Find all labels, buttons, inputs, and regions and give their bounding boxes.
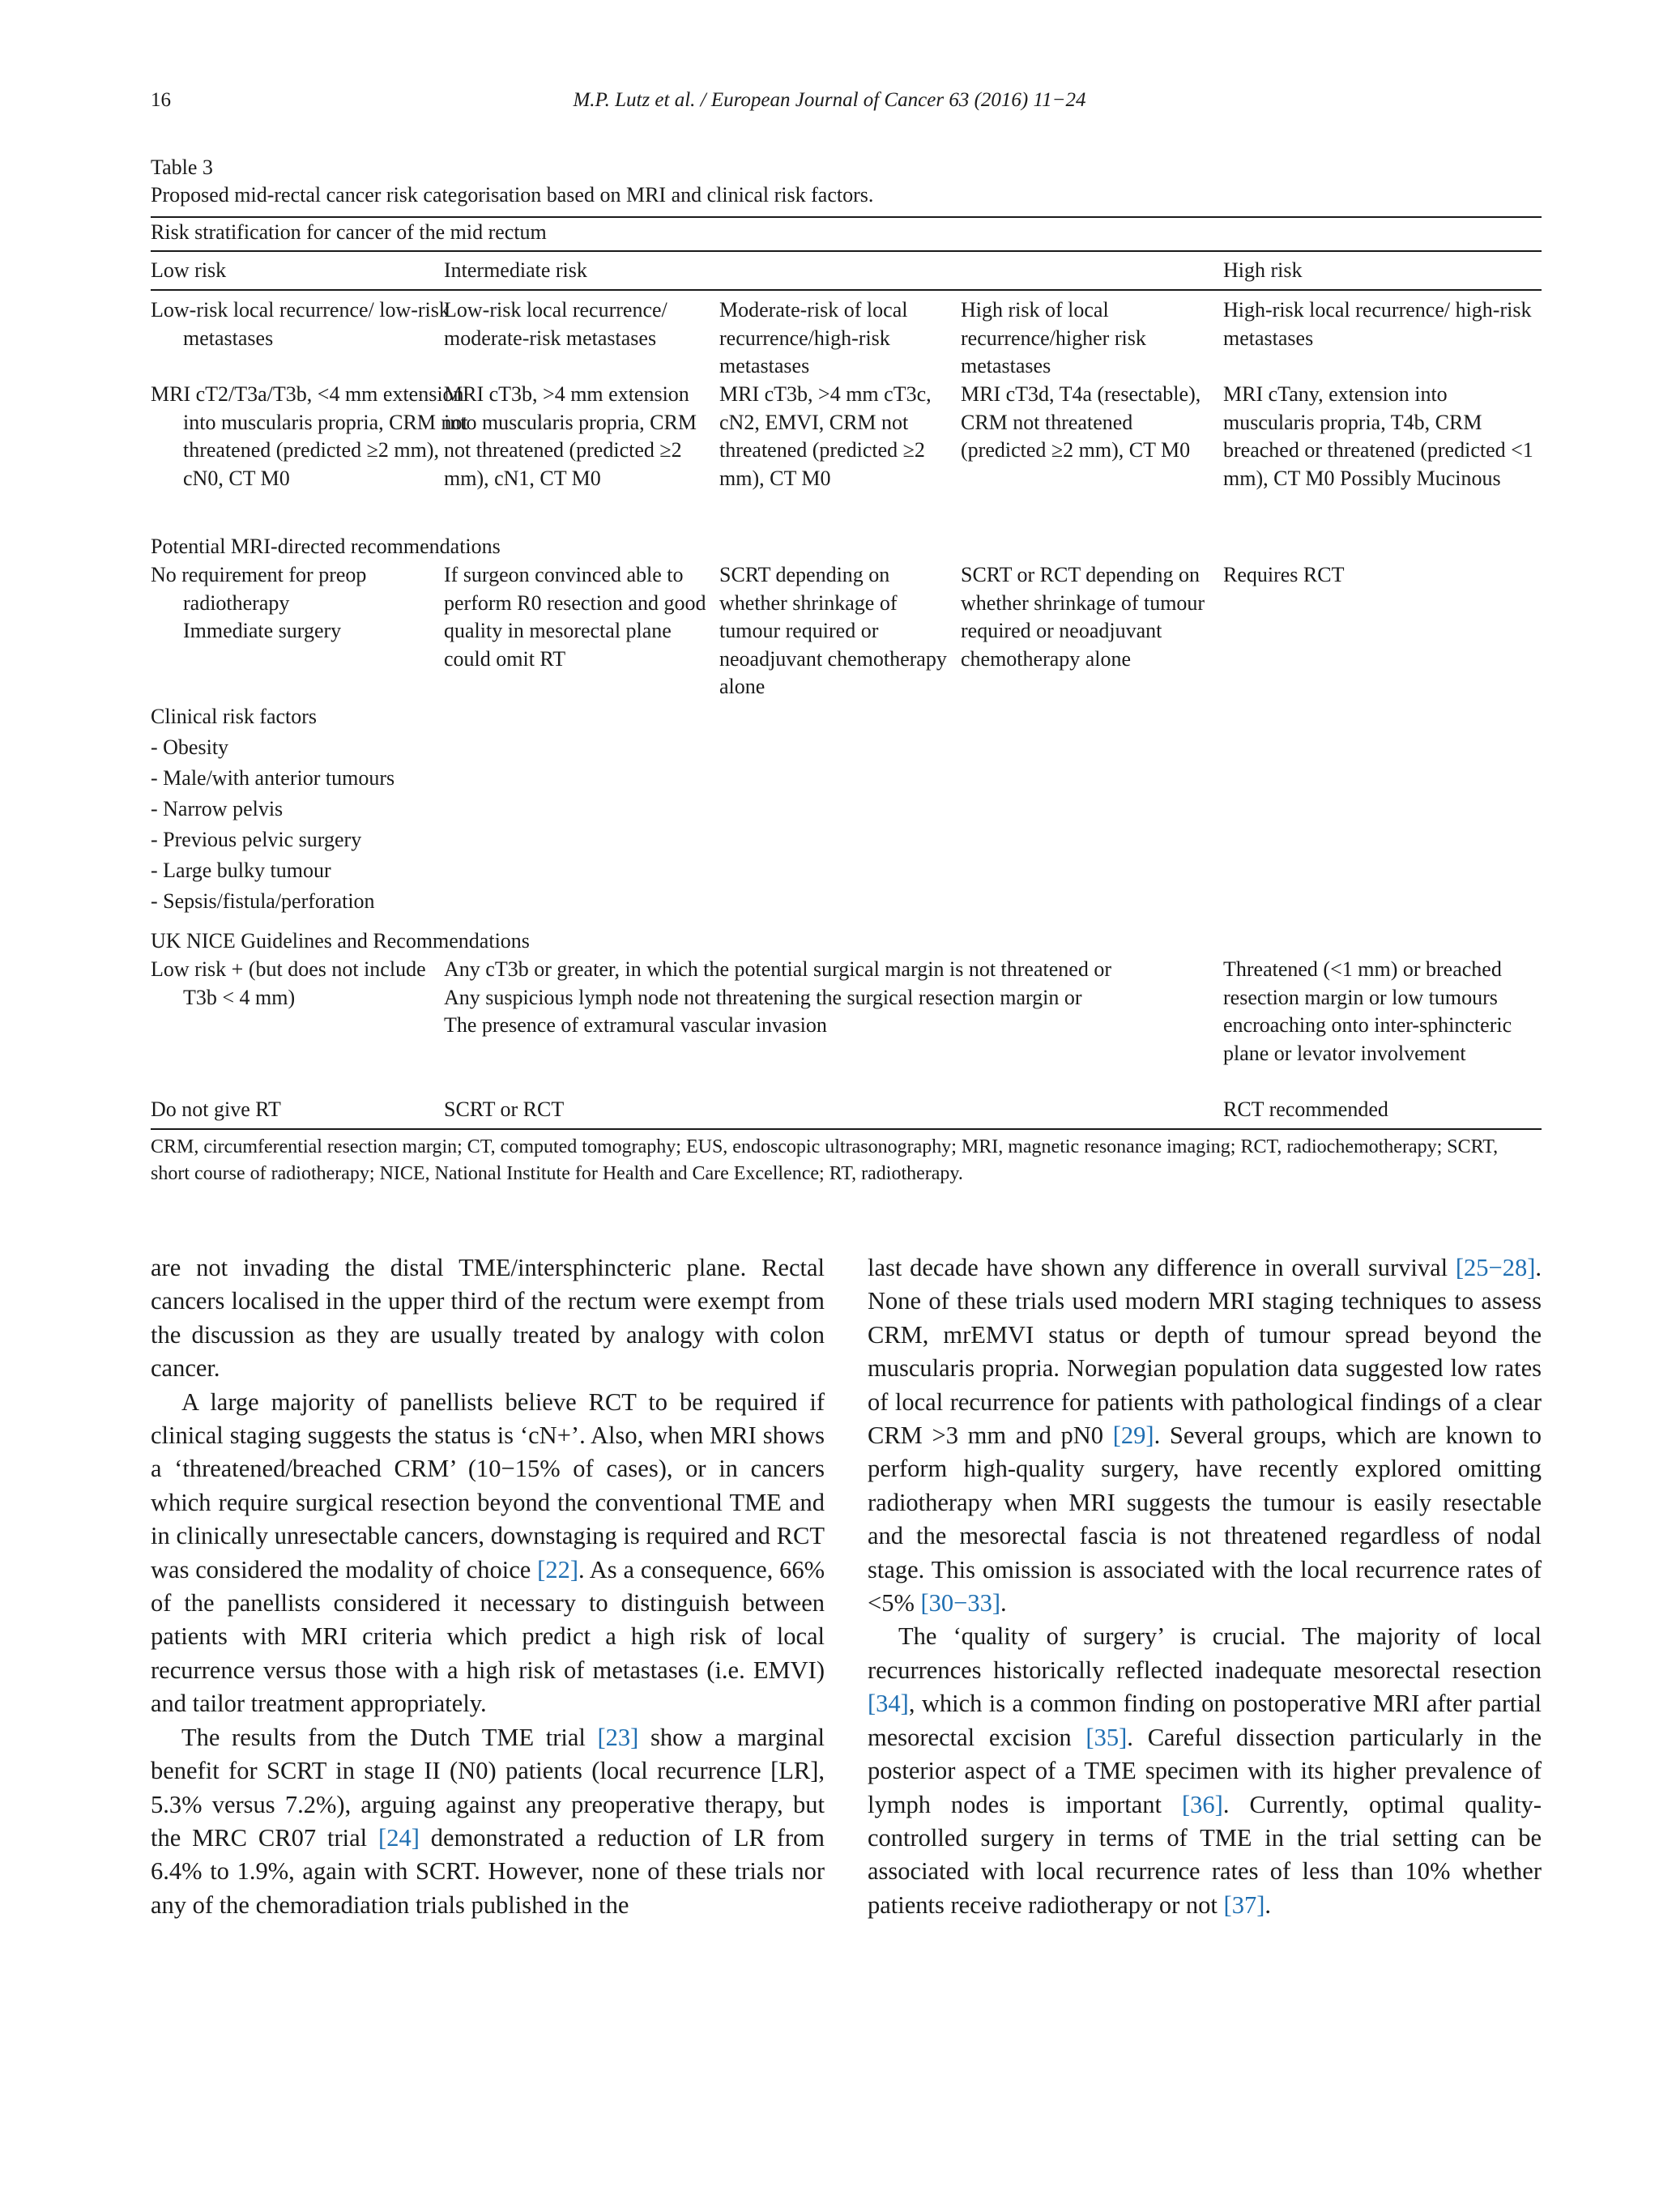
page-number: 16 — [151, 89, 171, 111]
paragraph-text: . Currently, optimal quality-controlled surgery in terms of TME in the trial setting can be associated with local recurrence rates of less than 10% whether patients receive radiotherapy or not — [868, 1790, 1542, 1919]
paragraph — [151, 1386, 825, 1721]
table-header-rule-top — [151, 250, 1542, 252]
paragraph-text: . — [1000, 1589, 1007, 1617]
mri-intermediate-3: MRI cT3d, T4a (resectable), CRM not threatened (predicted ≥2 mm), CT M0 — [961, 382, 1201, 462]
running-head: M.P. Lutz et al. / European Journal of Cancer 63 (2016) 11−24 — [573, 89, 1086, 111]
paragraph-text: . — [1265, 1890, 1271, 1919]
table-title: Proposed mid-rectal cancer risk categorisation based on MRI and clinical risk factors. — [151, 183, 874, 207]
paragraph-text: demonstrated a reduction of LR from 6.4% to 1.9%, again with SCRT. However, none of these trials nor any of the chemoradiation trials published in the — [151, 1823, 825, 1919]
nice-intermediate — [444, 956, 1220, 1040]
citation-link[interactable]: [24] — [378, 1823, 420, 1852]
page-header — [0, 89, 1659, 121]
paragraph — [868, 1620, 1542, 1922]
recommendation-low — [151, 561, 442, 646]
paragraph-text: . Several groups, which are known to perform high-quality surgery, have recently explored omitting radiotherapy when MRI suggests the tumour is easily resectable and the mesorectal fascia is not threatened regardless of nodal stage. This omission is associated with the local recurrence rates of <5% — [868, 1421, 1542, 1617]
recommendation-intermediate-2: SCRT depending on whether shrinkage of tumour required or neoadjuvant chemotherapy alone — [719, 563, 947, 698]
header-intermediate-risk: Intermediate risk — [444, 258, 587, 282]
risk-factor-item: - Male/with anterior tumours — [151, 766, 395, 790]
clinical-risk-factors — [151, 701, 394, 917]
risk-factor-item: - Large bulky tumour — [151, 859, 331, 882]
table-footnote: CRM, circumferential resection margin; CT, computed tomography; EUS, endoscopic ultrasonography; MRI, magnetic resonance imaging; RCT, radiochemotherapy; SCRT, short course of radiotherapy; NICE, National Institute for Health and Care Excellence; RT, radiotherapy. — [151, 1136, 1499, 1184]
mri-low: MRI cT2/T3a/T3b, <4 mm extension into muscularis propria, CRM not threatened (predicted ≥2 mm), cN0, CT M0 — [151, 382, 468, 490]
recommendation-high: Requires RCT — [1223, 563, 1345, 586]
paragraph-text: . None of these trials used modern MRI staging techniques to assess CRM, mrEMVI status or depth of tumour spread beyond the muscularis propria. Norwegian population data suggested low rates of local recurrence for patients with pathological findings of a clear CRM >3 mm and pN0 — [868, 1254, 1542, 1450]
nice-low: Low risk + (but does not include T3b < 4 mm) — [151, 957, 426, 1009]
mri-intermediate-2: MRI cT3b, >4 mm cT3c, cN2, EMVI, CRM not threatened (predicted ≥2 mm), CT M0 — [719, 382, 932, 490]
clinical-risk-title: Clinical risk factors — [151, 705, 318, 728]
nice-rt-high: RCT recommended — [1223, 1097, 1388, 1121]
nice-high: Threatened (<1 mm) or breached resection margin or low tumours encroaching onto inter-sphincteric plane or levator involvement — [1223, 957, 1512, 1065]
paragraph-text: . Careful dissection particularly in the posterior aspect of a TME specimen with its higher prevalence of lymph nodes is important — [868, 1723, 1542, 1818]
paragraph — [151, 1251, 825, 1386]
mri-high: MRI cTany, extension into muscularis propria, T4b, CRM breached or threatened (predicted <1 mm), CT M0 Possibly Mucinous — [1223, 382, 1533, 490]
risk-factor-item: - Previous pelvic surgery — [151, 828, 362, 851]
recommendation-low-line1: No requirement for preop radiotherapy — [151, 563, 367, 615]
paragraph-text: , which is a common finding on postoperative MRI after partial mesorectal excision — [868, 1690, 1542, 1751]
paragraph-text: last decade have shown any difference in overall survival — [868, 1254, 1448, 1281]
category-intermediate-2: Moderate-risk of local recurrence/high-risk metastases — [719, 298, 908, 377]
recommendation-low-line2: Immediate surgery — [183, 619, 342, 642]
header-high-risk: High risk — [1223, 258, 1303, 282]
nice-intermediate-2: Any suspicious lymph node not threatening the surgical resection margin or — [444, 985, 1082, 1009]
recommendation-intermediate-3: SCRT or RCT depending on whether shrinkage of tumour required or neoadjuvant chemotherapy alone — [961, 563, 1205, 671]
citation-link[interactable]: [36] — [1182, 1790, 1223, 1818]
category-high: High-risk local recurrence/ high-risk metastases — [1223, 298, 1532, 350]
paragraph — [868, 1251, 1542, 1620]
citation-link[interactable]: [30−33] — [920, 1589, 1000, 1617]
nice-rt-intermediate: SCRT or RCT — [444, 1097, 565, 1121]
risk-factor-item: - Narrow pelvis — [151, 797, 284, 820]
paragraph — [151, 1721, 825, 1922]
risk-factor-item: - Sepsis/fistula/perforation — [151, 889, 375, 913]
nice-rt-low: Do not give RT — [151, 1097, 281, 1121]
citation-link[interactable]: [37] — [1223, 1890, 1265, 1919]
risk-factor-item: - Obesity — [151, 735, 229, 759]
nice-intermediate-3: The presence of extramural vascular invasion — [444, 1013, 827, 1037]
citation-link[interactable]: [22] — [537, 1555, 578, 1583]
paragraph-text: The results from the Dutch TME trial — [181, 1723, 586, 1751]
body-right-column — [868, 1251, 1542, 1922]
table-label: Table 3 — [151, 156, 213, 179]
citation-link[interactable]: [25−28] — [1455, 1254, 1536, 1281]
paragraph-text: . As a consequence, 66% of the panellists considered it necessary to distinguish between patients with MRI criteria which predict a high risk of local recurrence versus those with a high risk of metastases (i.e. EMVI) and tailor treatment appropriately. — [151, 1555, 825, 1718]
citation-link[interactable]: [29] — [1112, 1421, 1154, 1450]
body-left-column — [151, 1251, 825, 1922]
table-caption — [151, 154, 873, 209]
citation-link[interactable]: [23] — [597, 1723, 639, 1751]
paragraph-text: are not invading the distal TME/intersphincteric plane. Rectal cancers localised in the upper third of the rectum were exempt from the discussion as they are usually treated by analogy with colon cancer. — [151, 1254, 825, 1383]
recommendations-title: Potential MRI-directed recommendations — [151, 535, 501, 558]
table-bottom-rule — [151, 1128, 1542, 1130]
paragraph-text: A large majority of panellists believe RCT to be required if clinical staging suggests the status is ‘cN+’. Also, when MRI shows a ‘threatened/breached CRM’ (10−15% of cases), or in cancers which require surgical resection beyond the conventional TME and in clinically unresectable cancers, downstaging is required and RCT was considered the modality of choice — [151, 1387, 825, 1583]
category-intermediate-1: Low-risk local recurrence/ moderate-risk metastases — [444, 298, 667, 350]
paragraph-text: show a marginal benefit for SCRT in stage II (N0) patients (local recurrence [LR], 5.3% versus 7.2%), arguing against any preoperative therapy, but the MRC CR07 trial — [151, 1723, 825, 1852]
nice-title: UK NICE Guidelines and Recommendations — [151, 929, 530, 953]
mri-intermediate-1: MRI cT3b, >4 mm extension into muscularis propria, CRM not threatened (predicted ≥2 mm), cN1, CT M0 — [444, 382, 697, 490]
table-top-rule — [151, 216, 1542, 218]
stratification-title: Risk stratification for cancer of the mid rectum — [151, 220, 547, 244]
header-low-risk: Low risk — [151, 258, 227, 282]
paragraph-text: The ‘quality of surgery’ is crucial. The majority of local recurrences historically reflected inadequate mesorectal resection — [868, 1622, 1542, 1684]
recommendation-intermediate-1: If surgeon convinced able to perform R0 resection and good quality in mesorectal plane could omit RT — [444, 563, 706, 671]
nice-intermediate-1: Any cT3b or greater, in which the potential surgical margin is not threatened or — [444, 957, 1111, 981]
category-low: Low-risk local recurrence/ low-risk metastases — [151, 298, 450, 350]
citation-link[interactable]: [35] — [1085, 1723, 1128, 1751]
table-header-rule-bottom — [151, 289, 1542, 291]
citation-link[interactable]: [34] — [868, 1690, 909, 1718]
category-intermediate-3: High risk of local recurrence/higher risk metastases — [961, 298, 1146, 377]
